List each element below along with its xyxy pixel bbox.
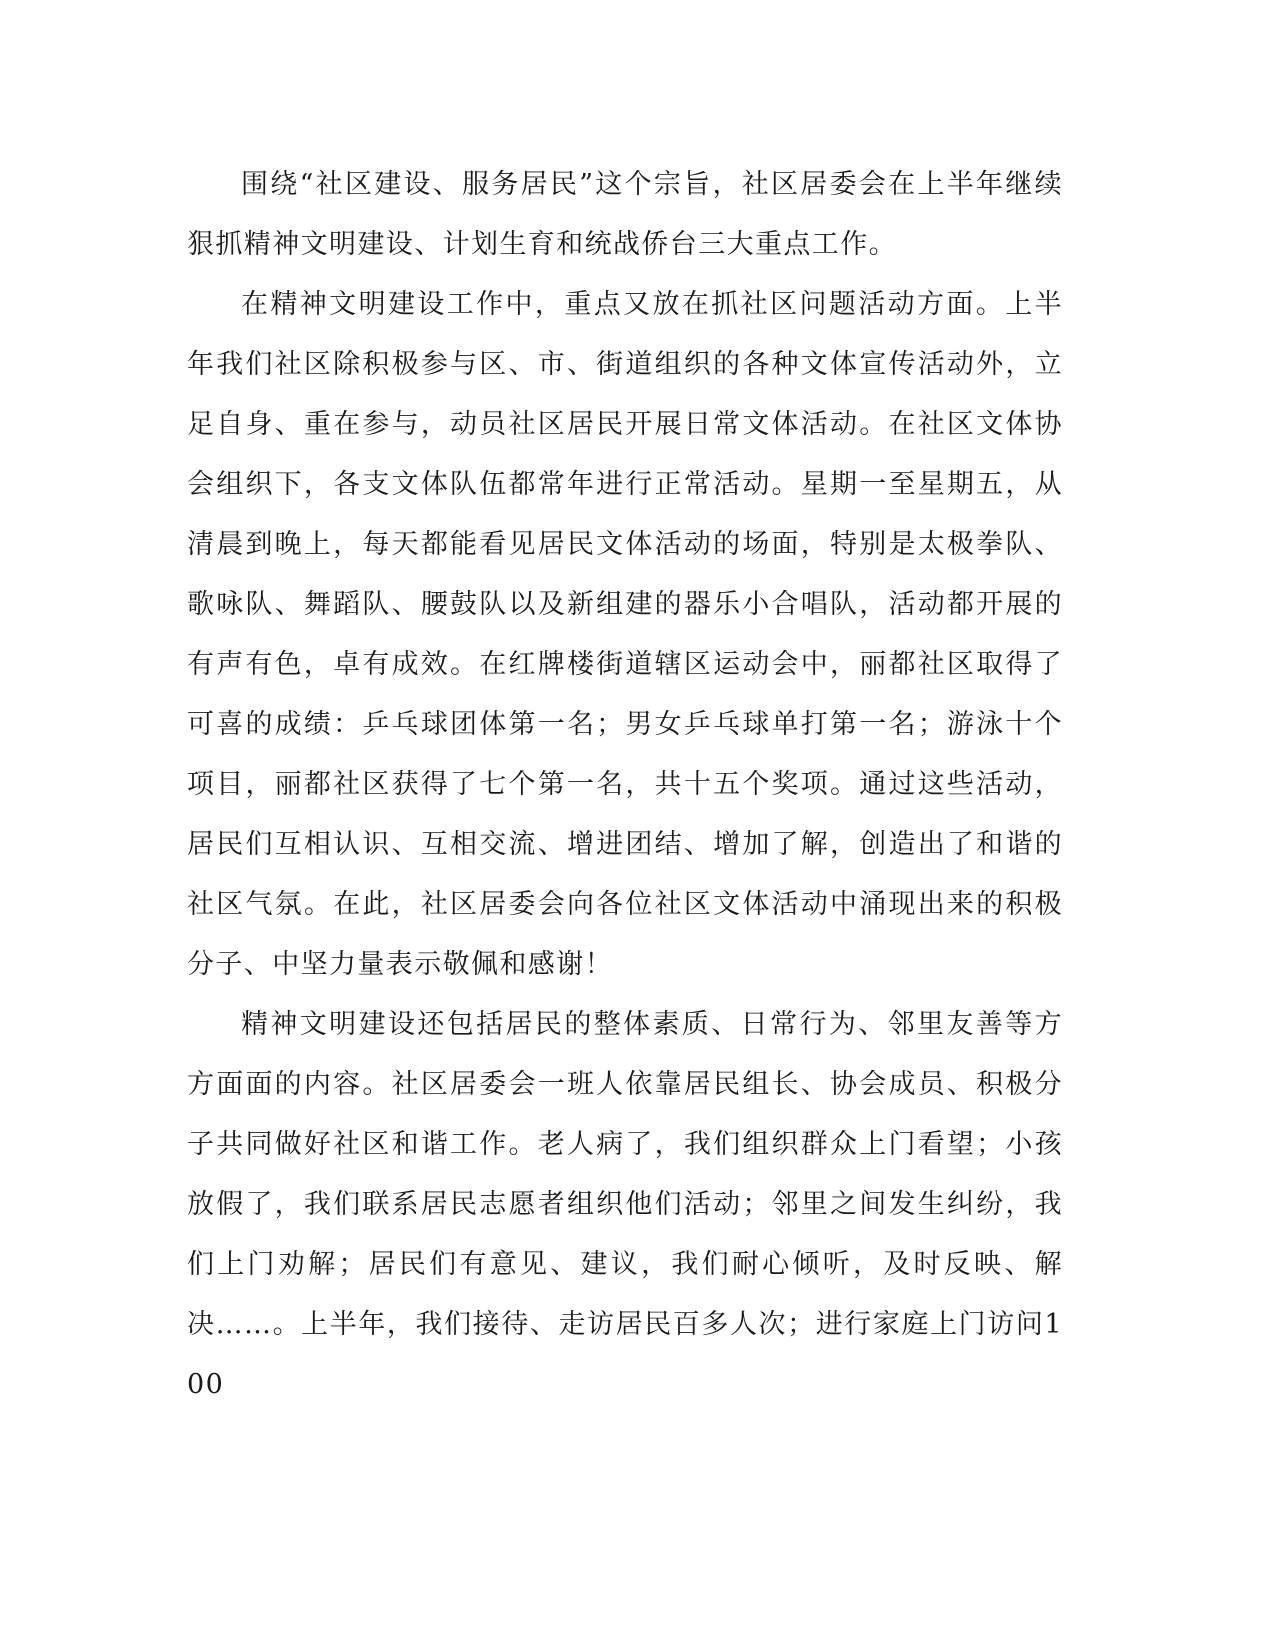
paragraph-cultural-activities: 在精神文明建设工作中，重点又放在抓社区问题活动方面。上半年我们社区除积极参与区、市、街道组织的各种文体宣传活动外，立足自身、重在参与，动员社区居民开展日常文体活动。在社区文体协会组织下，各支文体队伍都常年进行正常活动。星期一至星期五，从清晨到晚上，每天都能看见居民文体活动的场面，特别是太极拳队、歌咏队、舞蹈队、腰鼓队以及新组建的器乐小合唱队，活动都开展的有声有色，卓有成效。在红牌楼街道辖区运动会中，丽都社区取得了可喜的成绩：乒乓球团体第一名；男女乒乓球单打第一名；游泳十个项目，丽都社区获得了七个第一名，共十五个奖项。通过这些活动，居民们互相认识、互相交流、增进团结、增加了解，创造出了和谐的社区气氛。在此，社区居委会向各位社区文体活动中涌现出来的积极分子、中坚力量表示敬佩和感谢！ [187, 289, 1063, 980]
paragraph-community-harmony: 精神文明建设还包括居民的整体素质、日常行为、邻里友善等方方面面的内容。社区居委会一班人依靠居民组长、协会成员、积极分子共同做好社区和谐工作。老人病了，我们组织群众上门看望；小孩放假了，我们联系居民志愿者组织他们活动；邻里之间发生纠纷，我们上门劝解；居民们有意见、建议，我们耐心倾听，及时反映、解决……。上半年，我们接待、走访居民百多人次；进行家庭上门访问100 [187, 1009, 1063, 1400]
document-body [187, 155, 1063, 1415]
paragraph-intro: 围绕“社区建设、服务居民”这个宗旨，社区居委会在上半年继续狠抓精神文明建设、计划生育和统战侨台三大重点工作。 [187, 169, 1063, 260]
